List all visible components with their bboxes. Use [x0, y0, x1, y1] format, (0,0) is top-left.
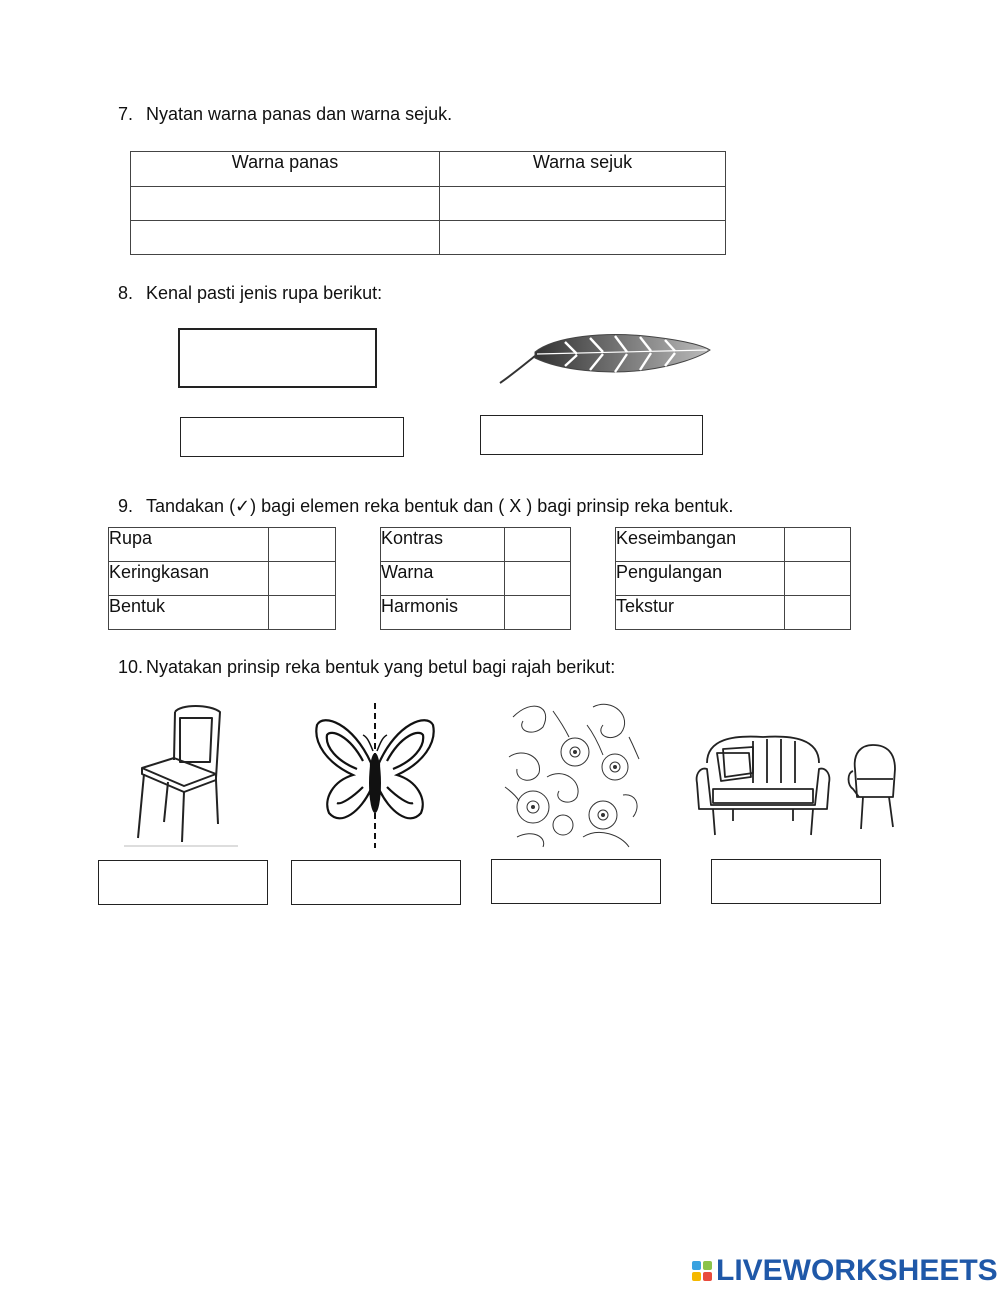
leaf-image	[495, 330, 720, 392]
table-3-check-box[interactable]	[785, 562, 851, 596]
question-7	[118, 103, 452, 125]
warm-color-answer-2[interactable]	[131, 221, 440, 255]
table-3-term: Pengulangan	[616, 562, 785, 596]
table-3-check-box[interactable]	[785, 596, 851, 630]
principle-answer-box-1[interactable]	[98, 860, 268, 905]
table-3-term: Tekstur	[616, 596, 785, 630]
principle-answer-box-4[interactable]	[711, 859, 881, 904]
question-10-number: 10.	[118, 657, 144, 677]
shape-answer-box-1[interactable]	[180, 417, 404, 457]
shape-answer-box-2[interactable]	[480, 415, 703, 455]
question-9-number: 9.	[118, 496, 134, 516]
design-table-1	[108, 527, 336, 630]
color-table	[130, 151, 726, 255]
cool-color-answer-2[interactable]	[440, 221, 726, 255]
table-1-term: Keringkasan	[109, 562, 269, 596]
table-3-term: Keseimbangan	[616, 528, 785, 562]
table-2-check-box[interactable]	[505, 562, 571, 596]
table-2-check-box[interactable]	[505, 596, 571, 630]
liveworksheets-logo	[692, 1254, 998, 1288]
question-10	[118, 656, 615, 678]
table-1-term: Bentuk	[109, 596, 269, 630]
warm-color-answer-1[interactable]	[131, 187, 440, 221]
butterfly-image	[313, 703, 438, 848]
question-8-text: Kenal pasti jenis rupa berikut:	[146, 283, 383, 303]
table-2-term: Harmonis	[381, 596, 505, 630]
question-7-text: Nyatan warna panas dan warna sejuk.	[146, 104, 453, 124]
principle-answer-box-3[interactable]	[491, 859, 661, 904]
question-7-number: 7.	[118, 104, 134, 124]
principle-answer-box-2[interactable]	[291, 860, 461, 905]
question-10-text: Nyatakan prinsip reka bentuk yang betul bagi rajah berikut:	[146, 657, 616, 677]
liveworksheets-logo-text: LIVEWORKSHEETS	[716, 1254, 998, 1287]
design-table-3	[615, 527, 851, 630]
table-2-term: Kontras	[381, 528, 505, 562]
table-2-term: Warna	[381, 562, 505, 596]
question-9	[118, 495, 733, 517]
question-8-number: 8.	[118, 283, 134, 303]
table-3-check-box[interactable]	[785, 528, 851, 562]
design-table-2	[380, 527, 571, 630]
shape-image-placeholder	[178, 328, 377, 388]
table-1-check-box[interactable]	[269, 528, 336, 562]
chair-image	[120, 700, 240, 850]
table-1-check-box[interactable]	[269, 562, 336, 596]
cool-color-answer-1[interactable]	[440, 187, 726, 221]
header-cool-colors: Warna sejuk	[440, 152, 726, 187]
sofa-and-chair-image	[693, 733, 908, 838]
table-1-check-box[interactable]	[269, 596, 336, 630]
table-1-term: Rupa	[109, 528, 269, 562]
floral-pattern-image	[503, 697, 643, 849]
header-warm-colors: Warna panas	[131, 152, 440, 187]
table-2-check-box[interactable]	[505, 528, 571, 562]
liveworksheets-logo-icon	[692, 1261, 712, 1281]
question-8	[118, 282, 382, 304]
question-9-text: Tandakan (✓) bagi elemen reka bentuk dan ( X ) bagi prinsip reka bentuk.	[146, 496, 734, 516]
